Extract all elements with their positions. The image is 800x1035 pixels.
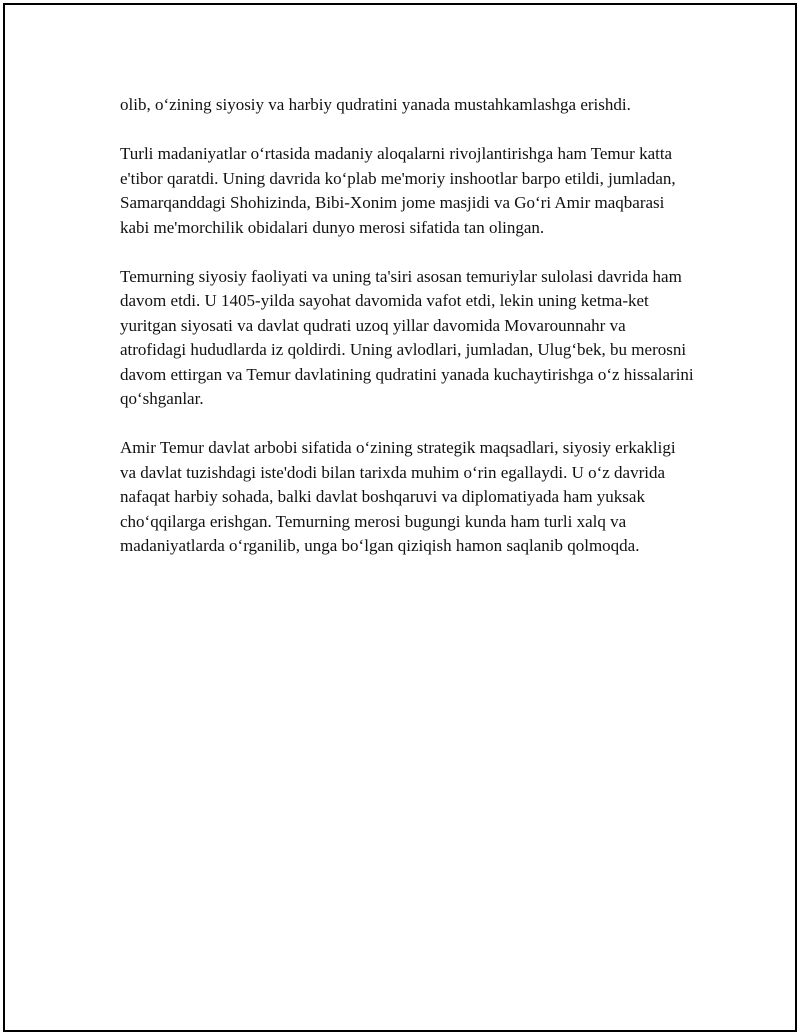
paragraph-3: Temurning siyosiy faoliyati va uning ta'siri asosan temuriylar sulolasi davrida ham davom etdi. U 1405-yilda sayohat davomida vafot etdi, lekin uning ketma-ket yuritgan siyosati va davlat qudrati uzoq yillar davomida Movarounnahr va atrofidagi hududlarda iz qoldirdi. Uning avlodlari, jumladan, Ulug‘bek, bu merosni davom ettirgan va Temur davlatining qudratini yanada kuchaytirishga o‘z hissalarini qo‘shganlar. (120, 266, 694, 408)
document-page (3, 3, 797, 1032)
paragraph-1: olib, o‘zining siyosiy va harbiy qudratini yanada mustahkamlashga erishdi. (120, 95, 631, 114)
document-body (120, 93, 695, 583)
paragraph-2: Turli madaniyatlar o‘rtasida madaniy aloqalarni rivojlantirishga ham Temur katta e'tibor qaratdi. Uning davrida ko‘plab me'moriy inshootlar barpo etildi, jumladan, Samarqanddagi Shohizinda, Bibi-Xonim jome masjidi va Go‘ri Amir maqbarasi kabi me'morchilik obidalari dunyo merosi sifatida tan olingan. (120, 144, 676, 237)
paragraph-4: Amir Temur davlat arbobi sifatida o‘zining strategik maqsadlari, siyosiy erkakligi va davlat tuzishdagi iste'dodi bilan tarixda muhim o‘rin egallaydi. U o‘z davrida nafaqat harbiy sohada, balki davlat boshqaruvi va diplomatiyada ham yuksak cho‘qqilarga erishgan. Temurning merosi bugungi kunda ham turli xalq va madaniyatlarda o‘rganilib, unga bo‘lgan qiziqish hamon saqlanib qolmoqda. (120, 438, 676, 555)
